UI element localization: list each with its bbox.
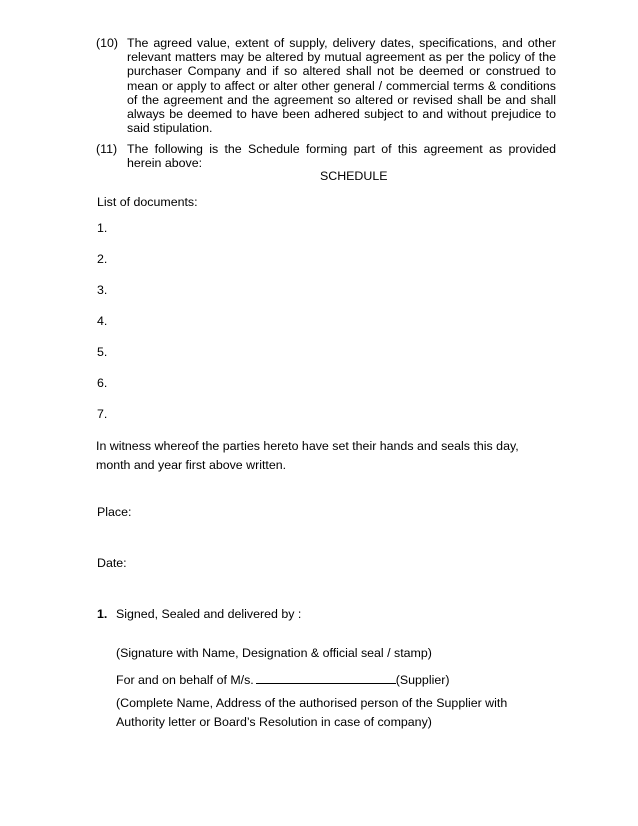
signature-note: (Signature with Name, Designation & official seal / stamp): [116, 646, 432, 660]
complete-name-note: (Complete Name, Address of the authorised person of the Supplier with Authority letter or Board’s Resolution in case of company): [116, 696, 508, 729]
clause-text: The agreed value, extent of supply, delivery dates, specifications, and other relevant matters may be altered by mutual agreement as per the policy of the purchaser Company and if so altered shall not be deemed or construed to mean or apply to affect or alter other general / commercial terms & conditions of the agreement and the agreement so altered or revised shall be and shall always be deemed to have been adhered subject to and without prejudice to said stipulation.: [127, 36, 556, 136]
witness-paragraph: In witness whereof the parties hereto have set their hands and seals this day, month and year first above written.: [96, 439, 519, 472]
behalf-prefix: For and on behalf of M/s.: [116, 673, 254, 687]
clause-number: (11): [96, 142, 118, 156]
list-item: 7.: [97, 407, 108, 421]
list-item: 2.: [97, 252, 108, 266]
behalf-line: [116, 671, 449, 688]
schedule-heading: SCHEDULE: [320, 169, 388, 183]
date-label: Date:: [97, 556, 127, 570]
list-item: 5.: [97, 345, 108, 359]
clause-11: [96, 142, 556, 170]
clause-10: [96, 36, 556, 135]
list-item: 4.: [97, 314, 108, 328]
signature-number: 1.: [97, 607, 108, 621]
documents-label: List of documents:: [97, 195, 198, 209]
signature-heading: Signed, Sealed and delivered by :: [116, 607, 302, 621]
clause-number: (10): [96, 36, 119, 50]
list-item: 3.: [97, 283, 108, 297]
clause-text: The following is the Schedule forming part of this agreement as provided herein above:: [127, 142, 556, 171]
place-label: Place:: [97, 505, 132, 519]
supplier-name-blank: [256, 671, 396, 684]
list-item: 6.: [97, 376, 108, 390]
behalf-suffix: (Supplier): [395, 673, 450, 687]
list-item: 1.: [97, 221, 108, 235]
